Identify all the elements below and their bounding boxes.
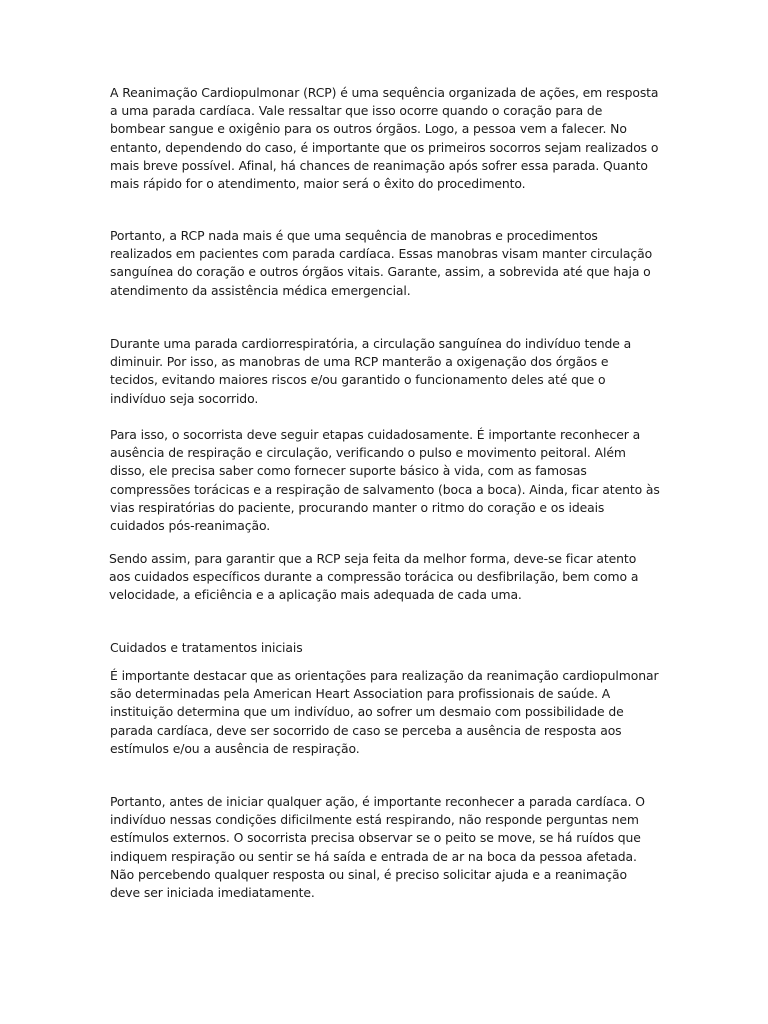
paragraph-recognize-arrest: Portanto, antes de iniciar qualquer ação, é importante reconhecer a parada cardíaca. O indivíduo nessas condições dificilmente está respirando, não responde perguntas nem estímulos externos. O socorrista precisa observar se o peito se move, se há ruídos que indiquem respiração ou sentir se há saída e entrada de ar na boca da pessoa afetada. Não percebendo qualquer resposta ou sinal, é preciso solicitar ajuda e a reanimação deve ser iniciada imediatamente. bbox=[110, 794, 645, 901]
paragraph-specific-care: Sendo assim, para garantir que a RCP seja feita da melhor forma, deve-se ficar atento aos cuidados específicos durante a compressão torácica ou desfibrilação, bem como a velocidade, a eficiência e a aplicação mais adequada de cada uma. bbox=[109, 551, 639, 603]
paragraph-rcp-maneuvers: Portanto, a RCP nada mais é que uma sequência de manobras e procedimentos realizados em pacientes com parada cardíaca. Essas manobras visam manter circulação sanguínea do coração e outros órgãos vitais. Garante, assim, a sobrevida até que haja o atendimento da assistência médica emergencial. bbox=[110, 228, 653, 298]
paragraph-aha-guidelines: É importante destacar que as orientações para realização da reanimação cardiopulmonar são determinadas pela American Heart Association para profissionais de saúde. A instituição determina que um indivíduo, ao sofrer um desmaio com possibilidade de parada cardíaca, deve ser socorrido de caso se perceba a ausência de resposta aos estímulos e/ou a ausência de respiração. bbox=[110, 668, 659, 756]
section-heading: Cuidados e tratamentos iniciais bbox=[110, 640, 303, 655]
paragraph-rcp-definition: A Reanimação Cardiopulmonar (RCP) é uma sequência organizada de ações, em resposta a uma parada cardíaca. Vale ressaltar que isso ocorre quando o coração para de bombear sangue e oxigênio para os outros órgãos. Logo, a pessoa vem a falecer. No entanto, dependendo do caso, é importante que os primeiros socorros sejam realizados o mais breve possível. Afinal, há chances de reanimação após sofrer essa parada. Quanto mais rápido for o atendimento, maior será o êxito do procedimento. bbox=[110, 85, 659, 192]
paragraph-circulation: Durante uma parada cardiorrespiratória, a circulação sanguínea do indivíduo tende a diminuir. Por isso, as manobras de uma RCP manterão a oxigenação dos órgãos e tecidos, evitando maiores riscos e/ou garantido o funcionamento deles até que o indivíduo seja socorrido. bbox=[110, 336, 632, 406]
paragraph-rescuer-steps: Para isso, o socorrista deve seguir etapas cuidadosamente. É importante reconhecer a ausência de respiração e circulação, verificando o pulso e movimento peitoral. Além disso, ele precisa saber como fornecer suporte básico à vida, com as famosas compressões torácicas e a respiração de salvamento (boca a boca). Ainda, ficar atento às vias respiratórias do paciente, procurando manter o ritmo do coração e os ideais cuidados pós-reanimação. bbox=[110, 427, 660, 534]
